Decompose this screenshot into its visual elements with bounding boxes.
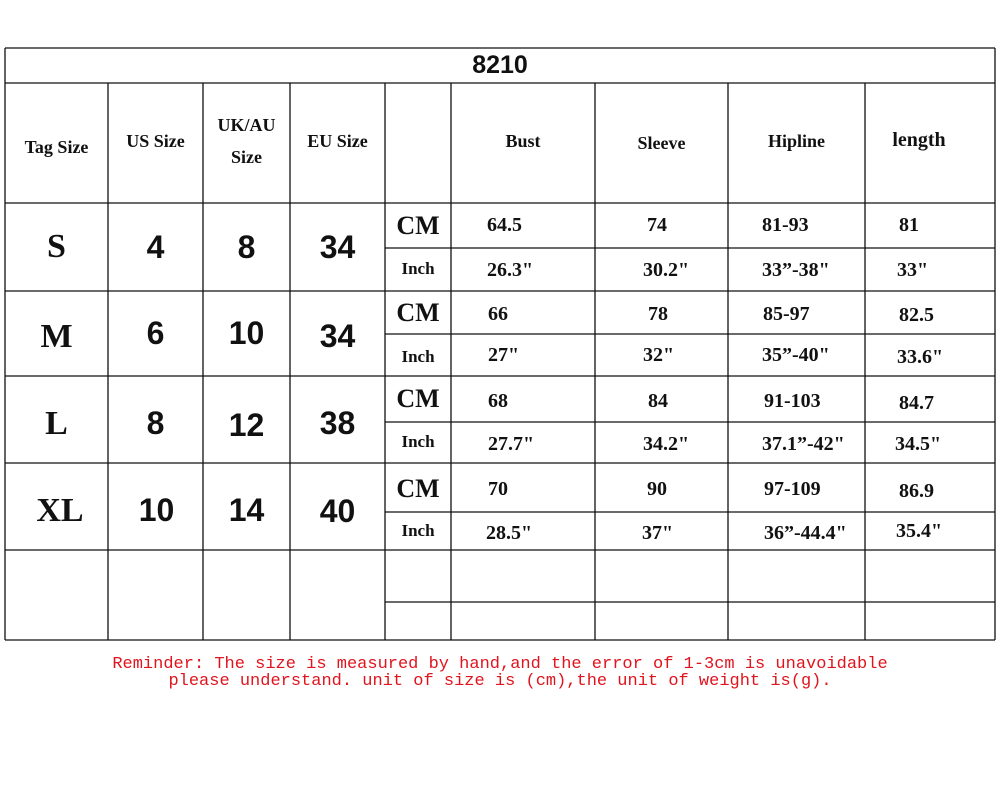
header-eu-size: EU Size bbox=[307, 130, 368, 151]
header-tag-size: Tag Size bbox=[24, 136, 89, 157]
table-title: 8210 bbox=[472, 51, 528, 80]
row-s-inch-hip: 33”-38" bbox=[762, 259, 830, 281]
row-s-cm-hip: 81-93 bbox=[762, 214, 809, 236]
row-s-cm-length: 81 bbox=[899, 214, 919, 236]
row-xl-inch-hip: 36”-44.4" bbox=[764, 521, 847, 544]
reminder-line-2: please understand. unit of size is (cm),the unit of weight is(g). bbox=[168, 672, 832, 691]
row-l-inch-unit: Inch bbox=[401, 432, 435, 452]
row-l-cm-bust: 68 bbox=[488, 389, 508, 412]
row-m-cm-hip: 85-97 bbox=[763, 303, 810, 325]
row-l-cm-length: 84.7 bbox=[899, 391, 934, 414]
header-hipline: Hipline bbox=[767, 130, 825, 151]
row-m-eu: 34 bbox=[319, 318, 356, 355]
row-s-eu: 34 bbox=[319, 228, 356, 265]
header-bust: Bust bbox=[505, 130, 541, 151]
row-s-inch-unit: Inch bbox=[401, 259, 435, 279]
row-l-us: 8 bbox=[146, 405, 165, 442]
row-m-uk: 10 bbox=[228, 315, 265, 352]
row-xl-inch-unit: Inch bbox=[401, 520, 435, 540]
row-xl-inch-sleeve: 37" bbox=[642, 521, 674, 544]
header-unit bbox=[385, 83, 451, 203]
row-s-cm-sleeve: 74 bbox=[647, 214, 667, 236]
row-m-tag: M bbox=[40, 317, 73, 355]
row-xl-cm-bust: 70 bbox=[488, 478, 508, 500]
row-xl-us: 10 bbox=[138, 492, 175, 529]
header-uk-au-size bbox=[203, 83, 290, 203]
row-m-inch-length: 33.6" bbox=[897, 345, 944, 368]
header-sleeve: Sleeve bbox=[637, 132, 686, 153]
row-s-cm-bust: 64.5 bbox=[487, 214, 522, 236]
row-l-cm-hip: 91-103 bbox=[764, 389, 821, 412]
row-s-inch-bust: 26.3" bbox=[487, 259, 534, 281]
row-l-inch-bust: 27.7" bbox=[488, 433, 535, 455]
row-m-cm-unit: CM bbox=[396, 297, 440, 327]
row-xl-cm-length: 86.9 bbox=[899, 480, 934, 502]
row-m-inch-unit: Inch bbox=[401, 346, 435, 366]
row-xl-uk: 14 bbox=[228, 492, 265, 529]
row-xl-eu: 40 bbox=[319, 493, 356, 530]
row-m-cm-sleeve: 78 bbox=[648, 303, 668, 325]
row-s-cm-unit: CM bbox=[396, 210, 440, 240]
row-xl-inch-length: 35.4" bbox=[896, 519, 943, 542]
row-l-inch-sleeve: 34.2" bbox=[643, 433, 690, 455]
header-uk-au-line1: UK/AU bbox=[217, 115, 276, 135]
header-uk-au-line2: Size bbox=[231, 147, 262, 167]
row-s-inch-length: 33" bbox=[897, 259, 929, 281]
header-length: length bbox=[892, 128, 946, 151]
row-l-inch-hip: 37.1”-42" bbox=[762, 433, 845, 455]
row-xl-cm-sleeve: 90 bbox=[647, 478, 667, 500]
row-l-tag: L bbox=[45, 404, 68, 442]
row-l-uk: 12 bbox=[228, 407, 265, 444]
row-s-uk: 8 bbox=[237, 228, 256, 265]
row-m-us: 6 bbox=[146, 315, 165, 352]
row-s-us: 4 bbox=[146, 228, 165, 265]
row-xl-inch-bust: 28.5" bbox=[486, 521, 533, 544]
row-m-cm-length: 82.5 bbox=[899, 304, 934, 326]
row-l-eu: 38 bbox=[319, 405, 356, 442]
row-s-tag: S bbox=[47, 228, 66, 266]
row-xl-cm-hip: 97-109 bbox=[764, 478, 821, 500]
reminder-line-1: Reminder: The size is measured by hand,and the error of 1-3cm is unavoidable bbox=[112, 655, 888, 674]
row-l-cm-unit: CM bbox=[396, 384, 440, 414]
row-xl-tag: XL bbox=[36, 491, 84, 529]
row-l-cm-sleeve: 84 bbox=[648, 389, 668, 412]
row-m-inch-sleeve: 32" bbox=[643, 343, 675, 366]
row-s-inch-sleeve: 30.2" bbox=[643, 259, 690, 281]
row-m-inch-bust: 27" bbox=[488, 343, 520, 366]
row-m-cm-bust: 66 bbox=[488, 303, 508, 325]
row-xl-cm-unit: CM bbox=[396, 473, 440, 503]
row-l-inch-length: 34.5" bbox=[895, 433, 942, 455]
header-us-size: US Size bbox=[126, 130, 185, 151]
row-m-inch-hip: 35”-40" bbox=[762, 343, 830, 366]
